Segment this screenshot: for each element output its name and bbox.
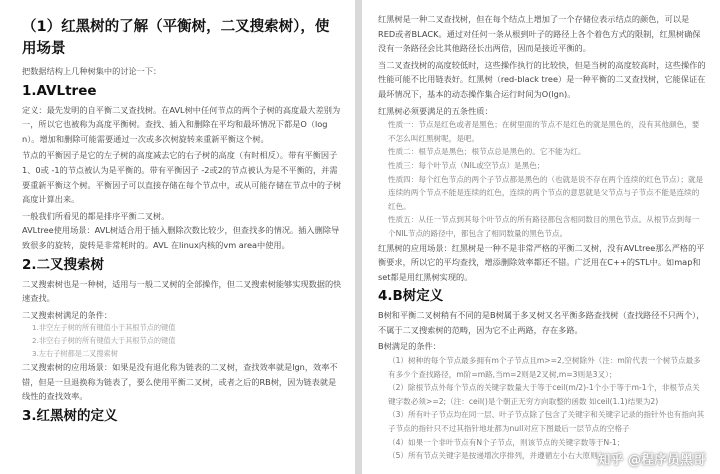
rb-property-item: 性质五：从任一节点到其每个叶节点的所有路径都包含相同数目的黑色节点。从根节点到每一个NIL节点的路径中，都包含了相同数量的黑色节点。: [388, 215, 700, 238]
rb-performance: 当二叉查找树的高度较低时，这些操作执行的比较快，但是当树的高度较高时，这些操作的性能可能不比用链表好。红黑树（red-black tree）是一种平衡的二叉查找树，它能保证在最坏情况下，基本的动态操作集合运行时间为O(lgn)。: [378, 59, 706, 99]
bst-condition-item: 3.左右子树都是二叉搜索树: [32, 348, 118, 358]
btree-condition-item: （1）树种的每个节点最多拥有m个子节点且m>=2,空树除外（注：m阶代表一个树节点最多有多少个查找路径，m阶=m路,当m=2则是2叉树,m=3则是3叉）；: [388, 356, 701, 379]
avl-balance-factor: 节点的平衡因子是它的左子树的高度减去它的右子树的高度（有时相反）。带有平衡因子1、0或 -1的节点被认为是平衡的。带有平衡因子 -2或2的节点被认为是不平衡的，并需要重新平衡这个树。平衡因子可以直接存储在每个节点中，或从可能存储在节点中的子树高度计算出来。: [22, 150, 342, 205]
left-page: [0, 0, 355, 474]
btree-condition-item: （4）如果一个非叶节点有N个子节点，则该节点的关键字数等于N-1；: [388, 437, 625, 447]
btree-conditions-label: B树满足的条件：: [378, 341, 441, 352]
page-title: （1）红黑树的了解（平衡树，二叉搜索树），使用场景: [22, 19, 330, 57]
rb-property-item: 性质一：节点是红色或者是黑色；在树里面的节点不是红色的就是黑色的，没有其他颜色，要不怎么叫红黑树呢，是吧。: [388, 120, 700, 143]
bst-definition: 二叉搜索树也是一种树，适用与一般二叉树的全部操作，但二叉搜索树能够实现数据的快速查找。: [22, 278, 342, 304]
bst-heading: 2.二叉搜索树: [22, 256, 105, 273]
rb-usage: 红黑树的应用场景：红黑树是一种不是非常严格的平衡二叉树，没有AVLtree那么严格的平衡要求，所以它的平均查找，增添删除效率都还不错。广泛用在C++的STL中。如map和set都是用红黑树实现的。: [378, 242, 705, 282]
rb-property-item: 性质二：根节点是黑色；根节点总是黑色的。它不能为红。: [388, 147, 586, 157]
btree-condition-item: （2）除根节点外每个节点的关键字数量大于等于ceil(m/2)-1个小于等于m-1个，非根节点关键字数必须>=2;（注：ceil()是个朝正无穷方向取整的函数 如ceil(1.1)结果为2): [388, 383, 700, 406]
btree-condition-item: （3）所有叶子节点均在同一层、叶子节点除了包含了关键字和关键字记录的指针外也有指向其子节点的指针只不过其指针地址都为null对应下图最后一层节点的空格子: [388, 410, 705, 434]
bst-conditions-label: 二叉搜索树满足的条件：: [22, 309, 113, 320]
page-gutter: [355, 0, 362, 474]
btree-condition-item: （5）所有节点关键字是按递增次序排列，并遵循左小右大原则；: [388, 451, 606, 461]
bst-usage: 二叉搜索树的应用场景：如果是没有退化称为链表的二叉树，查找效率就是lgn，效率不错，但是一旦退换称为链表了，要么使用平衡二叉树，或者之后的RB树，因为链表就是线性的查找效率。: [22, 362, 338, 402]
rb-property-item: 性质三：每个叶节点（NIL或空节点）是黑色；: [388, 160, 545, 170]
right-page: [362, 0, 720, 474]
zhihu-watermark: 知乎 @程序员黑哥: [597, 453, 706, 468]
rb-property-item: 性质四：每个红色节点的两个子节点都是黑色的（也就是说不存在两个连续的红色节点）；就是连续的两个节点不能是连续的红色，连续的两个节点的意思就是父节点与子节点不能是连续的红色。: [388, 174, 704, 211]
intro-text: 把数据结构上几种树集中的讨论一下：: [22, 66, 162, 76]
bst-condition-item: 2.非空右子树的所有键值大于其根节点的键值: [32, 335, 176, 345]
btree-heading: 4.B树定义: [378, 288, 444, 305]
avl-usage: AVLtree使用场景：AVL树适合用于插入删除次数比较少，但查找多的情况。插入删除导致很多的旋转，旋转是非常耗时的。AVL 在linux内核的vm area中使用。: [22, 225, 340, 250]
rb-definition: 红黑树是一种二叉查找树，但在每个结点上增加了一个存储位表示结点的颜色，可以是RED或者BLACK。通过对任何一条从根到叶子的路径上各个着色方式的限制，红黑树确保没有一条路径会比其他路径长出两倍，因而是接近平衡的。: [378, 14, 701, 54]
rb-properties-label: 红黑树必须要满足的五条性质：: [378, 105, 493, 116]
avl-heading: 1.AVLtree: [22, 82, 97, 99]
rb-heading: 3.红黑树的定义: [22, 407, 118, 424]
avl-definition: 定义：最先发明的自平衡二叉查找树。在AVL树中任何节点的两个子树的高度最大差别为一，所以它也被称为高度平衡树。查找、插入和删除在平均和最坏情况下都是O（log n）。增加和删除可能需要通过一次或多次树旋转来重新平衡这个树。: [22, 104, 341, 144]
avl-note: 一般我们所看见的都是排序平衡二叉树。: [22, 210, 170, 221]
btree-definition: B树和平衡二叉树稍有不同的是B树属于多叉树又名平衡多路查找树（查找路径不只两个），不属于二叉搜索树的范畴，因为它不止两路，存在多路。: [378, 310, 705, 335]
bst-condition-item: 1.非空左子树的所有键值小于其根节点的键值: [32, 323, 176, 333]
